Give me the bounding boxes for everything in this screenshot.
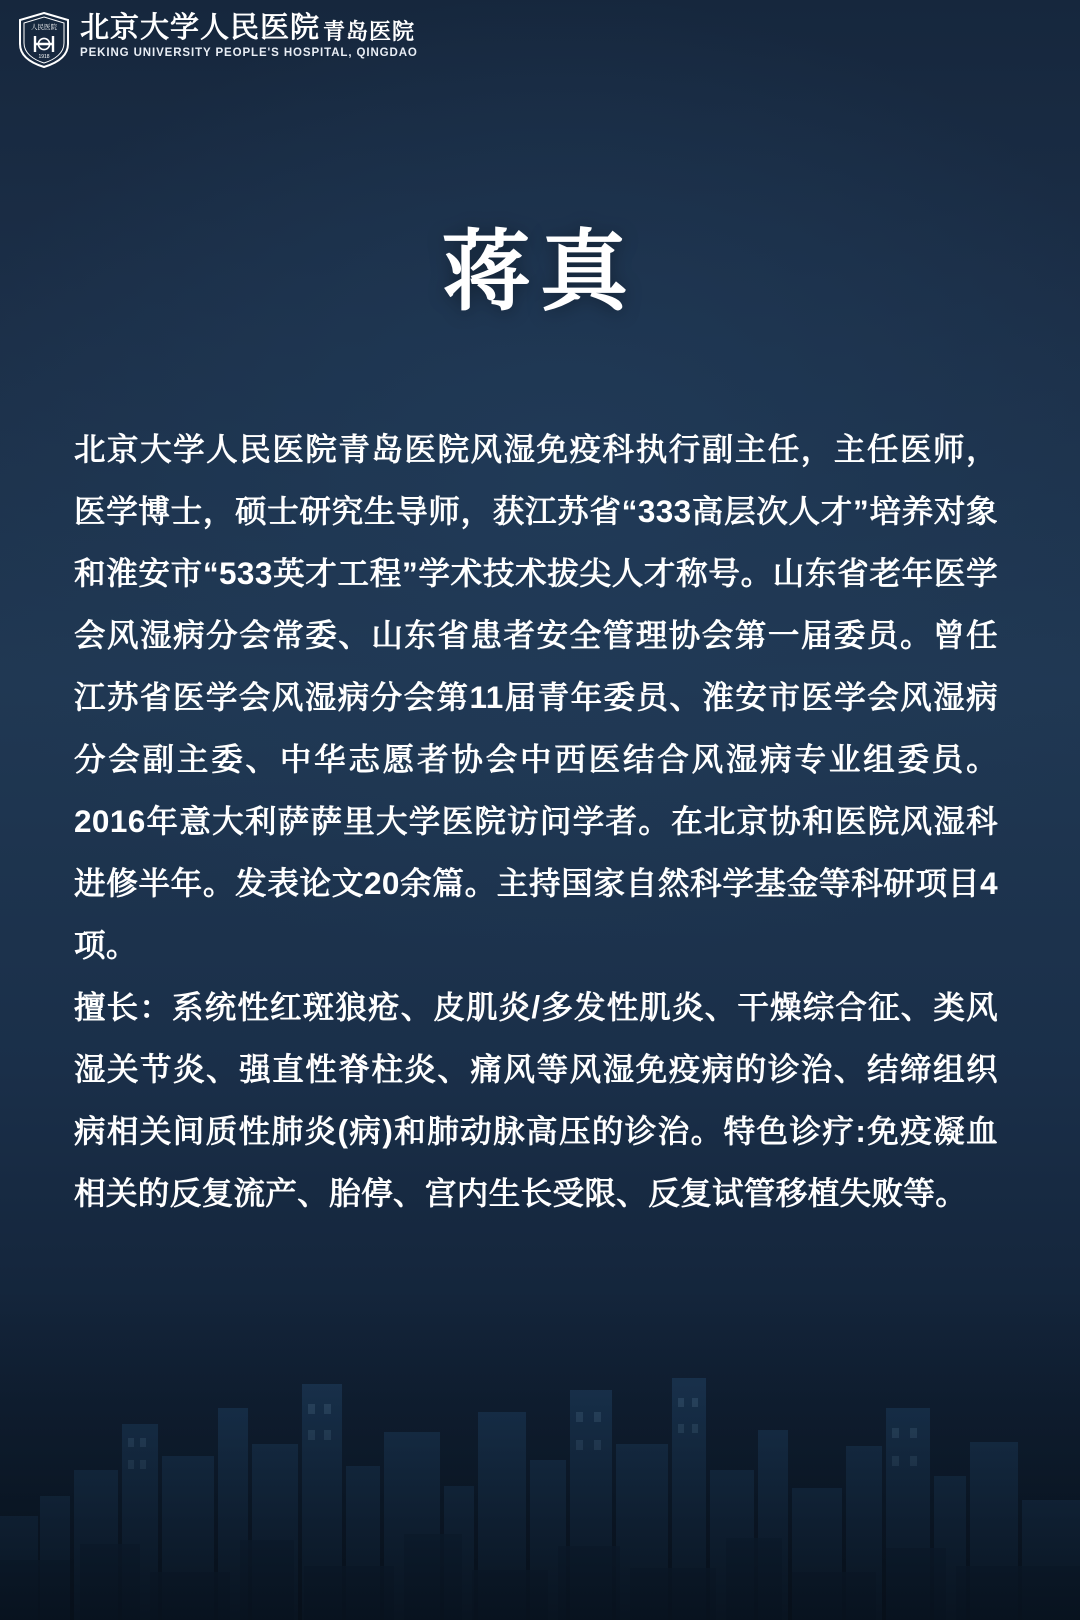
profile-body: [74, 418, 998, 1224]
profile-bio-paragraph: 北京大学人民医院青岛医院风湿免疫科执行副主任，主任医师，医学博士，硕士研究生导师，获江苏省“333高层次人才”培养对象和淮安市“533英才工程”学术技术拔尖人才称号。山东省老年医学会风湿病分会常委、山东省患者安全管理协会第一届委员。曾任江苏省医学会风湿病分会第11届青年委员、淮安市医学会风湿病分会副主委、中华志愿者协会中西医结合风湿病专业组委员。2016年意大利萨萨里大学医院访问学者。在北京协和医院风湿科进修半年。发表论文20余篇。主持国家自然科学基金等科研项目4项。: [74, 431, 998, 963]
city-skyline-silhouette-icon: [0, 1320, 1080, 1620]
hospital-name-block: [80, 14, 418, 59]
svg-text:人民医院: 人民医院: [31, 24, 57, 31]
poster-header: [0, 0, 1080, 92]
hospital-branch-cn: 青岛医院: [323, 19, 416, 44]
hospital-name-cn: 北京大学人民医院: [80, 12, 321, 44]
university-crest-icon: [18, 12, 70, 68]
page-title: 蒋真: [441, 222, 638, 321]
profile-specialty-paragraph: 擅长：系统性红斑狼疮、皮肌炎/多发性肌炎、干燥综合征、类风湿关节炎、强直性脊柱炎、痛风等风湿免疫病的诊治、结缔组织病相关间质性肺炎(病)和肺动脉高压的诊治。特色诊疗:免疫凝血相关的反复流产、胎停、宫内生长受限、反复试管移植失败等。: [74, 989, 998, 1211]
svg-text:1918: 1918: [38, 54, 50, 60]
hospital-name-en: PEKING UNIVERSITY PEOPLE'S HOSPITAL, QINGDAO: [80, 47, 418, 59]
